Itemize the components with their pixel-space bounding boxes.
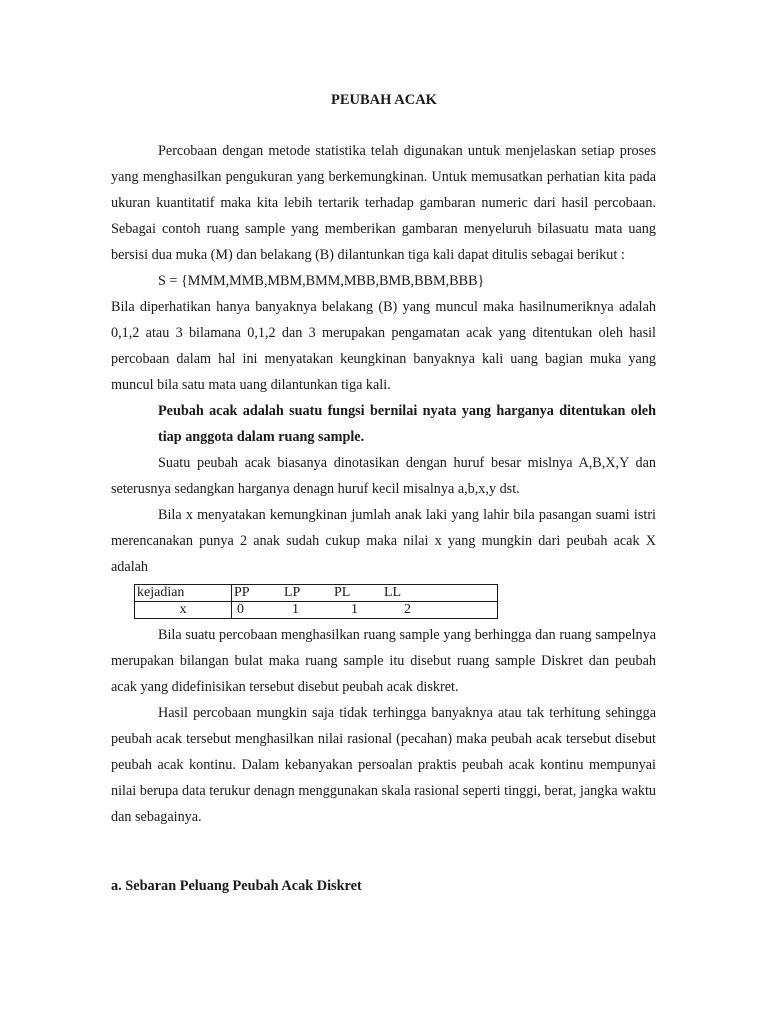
table-value: 1 (292, 602, 299, 617)
table-value: PL (334, 585, 351, 600)
section-heading: a. Sebaran Peluang Peubah Acak Diskret (111, 878, 362, 894)
table-row (135, 585, 498, 602)
page-title: PEUBAH ACAK (331, 92, 437, 108)
table-row (135, 602, 498, 619)
paragraph-example: Bila x menyatakan kemungkinan jumlah anak laki yang lahir bila pasangan suami istri merencanakan punya 2 anak sudah cukup maka nilai x yang mungkin dari peubah acak X adalah (111, 507, 656, 575)
table-cell-label: kejadian (135, 585, 232, 602)
paragraph-intro: Percobaan dengan metode statistika telah digunakan untuk menjelaskan setiap proses yang menghasilkan pengukuran yang berkemungkinan. Untuk memusatkan perhatian kita pada ukuran kuantitatif maka kita lebih tertarik terhadap gambaran numeric dari hasil percobaan. Sebagai contoh ruang sample yang memberikan gambaran menyeluruh bilasuatu mata uang bersisi dua muka (M) dan belakang (B) dilantunkan tiga kali dapat ditulis sebagai berikut : (111, 143, 656, 263)
table-value: 0 (237, 602, 244, 617)
table-cell-label: x (135, 602, 232, 619)
document-body (111, 138, 656, 830)
paragraph-discrete: Bila suatu percobaan menghasilkan ruang sample yang berhingga dan ruang sampelnya merupakan bilangan bulat maka ruang sample itu disebut ruang sample Diskret dan peubah acak yang didefinisikan tersebut disebut peubah acak diskret. (111, 627, 656, 695)
table-cell-values (232, 585, 498, 602)
table-value: PP (234, 585, 250, 600)
table-value: LP (284, 585, 301, 600)
table-value: 1 (351, 602, 358, 617)
table-value: 2 (404, 602, 411, 617)
paragraph-continuous: Hasil percobaan mungkin saja tidak terhingga banyaknya atau tak terhitung sehingga peubah acak tersebut menghasilkan nilai rasional (pecahan) maka peubah acak tersebut disebut peubah acak kontinu. Dalam kebanyakan persoalan praktis peubah acak kontinu mempunyai nilai berupa data terukur denagn menggunakan skala rasional seperti tinggi, berat, jangka waktu dan sebagainya. (111, 705, 656, 825)
table-value: LL (384, 585, 402, 600)
definition-paragraph: Peubah acak adalah suatu fungsi bernilai nyata yang harganya ditentukan oleh tiap anggota dalam ruang sample. (158, 403, 656, 445)
sample-space-line: S = {MMM,MMB,MBM,BMM,MBB,BMB,BBM,BBB} (158, 273, 485, 289)
table-cell-values (232, 602, 498, 619)
event-table (134, 584, 498, 619)
paragraph-observation: Bila diperhatikan hanya banyaknya belakang (B) yang muncul maka hasilnumeriknya adalah 0,1,2 atau 3 bilamana 0,1,2 dan 3 merupakan pengamatan acak yang ditentukan oleh hasil percobaan dalam hal ini menyatakan keungkinan banyaknya kali uang bagian muka yang muncul bila satu mata uang dilantunkan tiga kali. (111, 299, 656, 393)
paragraph-notation: Suatu peubah acak biasanya dinotasikan dengan huruf besar mislnya A,B,X,Y dan seterusnya sedangkan harganya denagn huruf kecil misalnya a,b,x,y dst. (111, 455, 656, 497)
